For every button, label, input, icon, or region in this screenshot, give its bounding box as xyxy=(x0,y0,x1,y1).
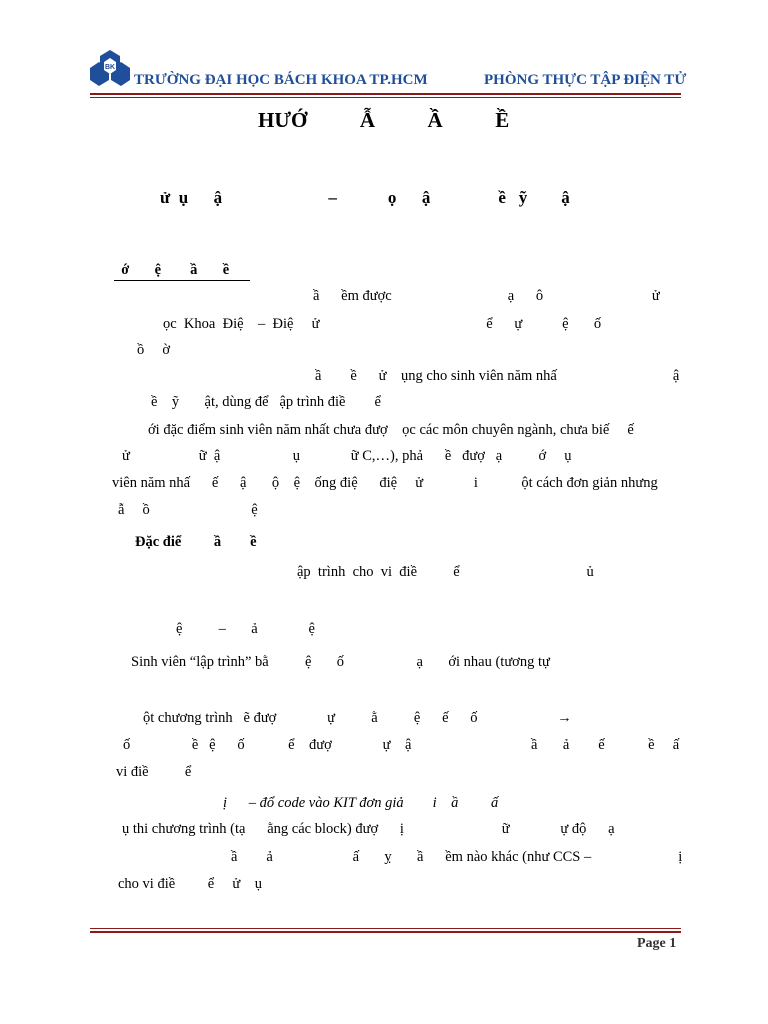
body-line: ẫ ồ ệ xyxy=(118,502,258,518)
body-line: vi điề ể xyxy=(116,764,192,780)
header-divider xyxy=(90,93,681,95)
body-line: ọc Khoa Điệ – Điệ ử ể ự ệ ố xyxy=(163,316,602,332)
body-line: ập trình cho vi điề ể ủ xyxy=(297,564,594,580)
header-school-name: TRƯỜNG ĐẠI HỌC BÁCH KHOA TP.HCM xyxy=(134,72,428,88)
section-heading: ớ ệ ầ ề xyxy=(114,262,250,281)
body-line-italic: ị – đổ code vào KIT đơn giả i ầ ấ xyxy=(223,795,499,811)
footer-divider xyxy=(90,931,681,933)
body-line: ầ ềm được ạ ô ử xyxy=(313,288,660,304)
body-line: viên năm nhấ ế ậ ộ ệ ống điệ điệ ử i ột cách đơn giản nhưng xyxy=(112,475,658,491)
body-line: ồ ờ xyxy=(137,342,171,358)
body-line: Sinh viên “lập trình” bằ ệ ố ạ ới nhau (tương tự xyxy=(131,654,550,670)
body-line: ề ỹ ật, dùng để ập trình điề ể xyxy=(151,394,381,410)
body-line: ột chương trình ẽ đượ ự ằ ệ ế ố → xyxy=(143,710,572,726)
body-line: ới đặc điểm sinh viên năm nhất chưa đượ ọc các môn chuyên ngành, chưa biế ế xyxy=(148,422,634,438)
body-line: ụ thi chương trình (tạ ằng các block) đượ ị ữ ự độ ạ xyxy=(122,821,615,837)
footer-divider-thin xyxy=(90,928,681,929)
header-divider-thin xyxy=(90,97,681,98)
body-line: ầ ả ấ ỵ ầ ềm nào khác (như CCS – ị xyxy=(231,849,683,865)
page-number: Page 1 xyxy=(637,936,677,951)
features-heading: Đặc điể ầ ề xyxy=(135,534,257,550)
body-line: ầ ề ử ụng cho sinh viên năm nhấ ậ xyxy=(315,368,680,384)
body-line: cho vi điề ể ử ụ xyxy=(118,876,262,892)
page-subtitle: ử ụ ậ – ọ ậ ề ỹ ậ xyxy=(160,188,570,207)
header-department-name: PHÒNG THỰC TẬP ĐIỆN TỬ xyxy=(484,72,687,88)
body-line: ệ – ả ệ xyxy=(176,621,315,637)
body-line: ử ữ ậ ụ ữ C,…), phả ề đượ ạ ớ ụ xyxy=(122,448,572,464)
page-title: HƯỚ Ẫ Ầ Ề xyxy=(258,108,510,132)
body-line: ố ề ệ ố ể đượ ự ậ ầ ả ế ề ấ xyxy=(123,737,680,753)
svg-text:BK: BK xyxy=(104,64,116,71)
university-logo-icon xyxy=(90,48,130,88)
